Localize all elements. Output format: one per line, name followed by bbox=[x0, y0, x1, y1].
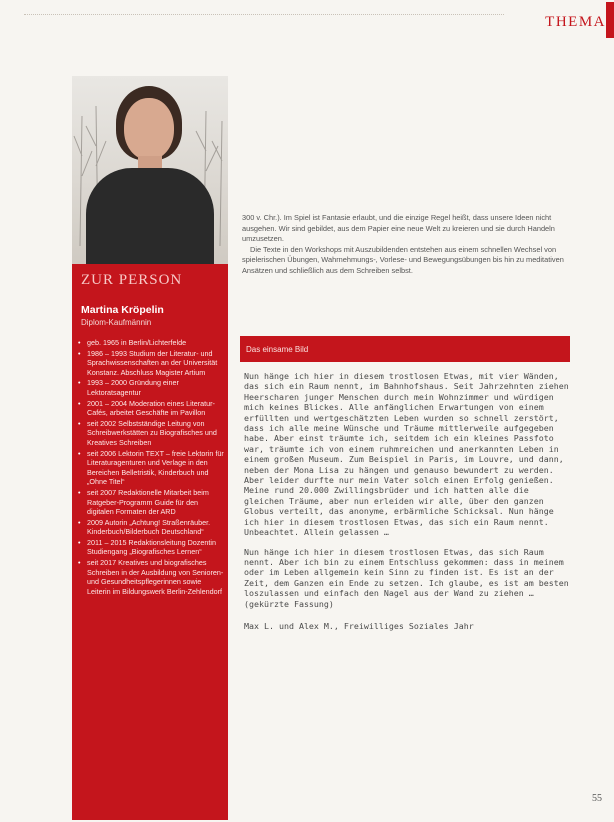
bio-item: • seit 2017 Kreatives und biografisches Schreiben in der Ausbildung von Senioren- und Gesundheitspflegerinnen sowie Leiterin im Bildungswerk Berlin-Zehlendorf bbox=[78, 558, 226, 596]
text-stanza bbox=[244, 547, 570, 609]
person-coat bbox=[86, 168, 214, 264]
bio-item: • seit 2002 Selbstständige Leitung von Schreibwerkstätten zu Biografisches und Kreatives Schreiben bbox=[78, 419, 226, 448]
person-face bbox=[124, 98, 174, 160]
text-box-header bbox=[240, 336, 570, 362]
page-number: 55 bbox=[592, 793, 602, 804]
lead-paragraph: Die Texte in den Workshops mit Auszubildenden entstehen aus einem schnellen Wechsel von spielerischen Übungen, Wahrnehmungs-, Vorlese- und Bewegungsübungen bis hin zu meditativen Ansätzen und schließlich aus dem Schreiben selbst. bbox=[242, 244, 564, 275]
bio-item: • 1993 – 2000 Gründung einer Lektoratsagentur bbox=[78, 378, 226, 397]
profile-sidebar bbox=[72, 76, 228, 820]
bio-list bbox=[78, 338, 226, 597]
portrait-photo bbox=[72, 76, 228, 264]
bio-item: • seit 2006 Lektorin TEXT – freie Lektorin für Literaturagenturen und Verlage in den Bereichen Belletristik, Kinderbuch und „Ohne Titel“ bbox=[78, 449, 226, 487]
section-tab bbox=[606, 2, 614, 38]
profile-name: Martina Kröpelin bbox=[81, 304, 164, 316]
bio-item: • 1986 – 1993 Studium der Literatur- und Sprachwissenschaften an der Universität Konstanz. Abschluss Magister Artium bbox=[78, 349, 226, 378]
lead-paragraph: 300 v. Chr.). Im Spiel ist Fantasie erlaubt, und die einzige Regel heißt, dass unsere Ideen nicht ausgehen. Wir sind gebildet, aus dem Papier eine neue Welt zu kreieren und sie durch Handeln umzusetzen. bbox=[242, 213, 555, 243]
bio-item: • seit 2007 Redaktionelle Mitarbeit beim Ratgeber-Programm Guide für den digitalen Formaten der ARD bbox=[78, 488, 226, 517]
bio-item: • 2011 – 2015 Redaktionsleitung Dozentin Studiengang „Biografisches Lernen“ bbox=[78, 538, 226, 557]
section-label: THEMA bbox=[545, 14, 606, 30]
header-rule bbox=[24, 14, 504, 15]
bio-item: • geb. 1965 in Berlin/Lichterfelde bbox=[78, 338, 226, 348]
box-title: Das einsame Bild bbox=[246, 345, 309, 354]
article-lead bbox=[242, 213, 570, 276]
stanza-note: (gekürzte Fassung) bbox=[244, 598, 334, 609]
profile-heading: ZUR PERSON bbox=[81, 272, 183, 288]
text-stanza: Nun hänge ich hier in diesem trostlosen Etwas, mit vier Wänden, das sich ein Raum nennt, im Bahnhofshaus. Seit Jahrzehnten ziehen Heerscharen junger Menschen durch mein Wohnzimmer und würdigen mich keines Blickes. Alle anfänglichen Erwartungen von einem erfüllten und wertgeschätzten Leben wurden so schnell zerstört, dass ich alle meine Wünsche und Träume mittlerweile aufgegeben habe. Aber einst träumte ich, seitdem ich ein kleines Passfoto war, träumte ich von einem ruhmreichen und anerkannten Leben in einem großen Museum. Zum Beispiel in Paris, im Louvre, und dann, neben der Mona Lisa zu hängen und genauso bewundert zu werden. Aber leider durfte nur mein Vater solch einen Erfolg genießen. Meine rund 20.000 Zwillingsbrüder und ich hatten alle die gleichen Träume, aber nun erleiden wir alle, über den ganzen Globus verteilt, das anonyme, erbärmliche Schicksal. Nun hänge ich hier in diesem trostlosen Etwas, das sich ein Raum nennt. Unbeachtet. Allein gelassen … bbox=[244, 371, 569, 538]
text-credit: Max L. und Alex M., Freiwilliges Soziales Jahr bbox=[244, 620, 474, 631]
profile-role: Diplom-Kaufmännin bbox=[81, 318, 152, 327]
student-text bbox=[244, 371, 570, 640]
bio-item: • 2009 Autorin „Achtung! Straßenräuber. Kinderbuch/Bilderbuch Deutschland“ bbox=[78, 518, 226, 537]
bio-item: • 2001 – 2004 Moderation eines Literatur-Cafés, arbeitet Geschäfte im Pavillon bbox=[78, 399, 226, 418]
stanza-text: Nun hänge ich hier in diesem trostlosen Etwas, das sich Raum nennt. Aber ich bin zu einem Entschluss gekommen: dass in meinem oder im Leben allgemein kein Sinn zu finden ist. Es ist an der Zeit, dem Ganzen ein Ende zu setzen. Ich glaube, es ist am besten loszulassen und einfach den Nagel aus der Wand zu ziehen … bbox=[244, 546, 569, 599]
